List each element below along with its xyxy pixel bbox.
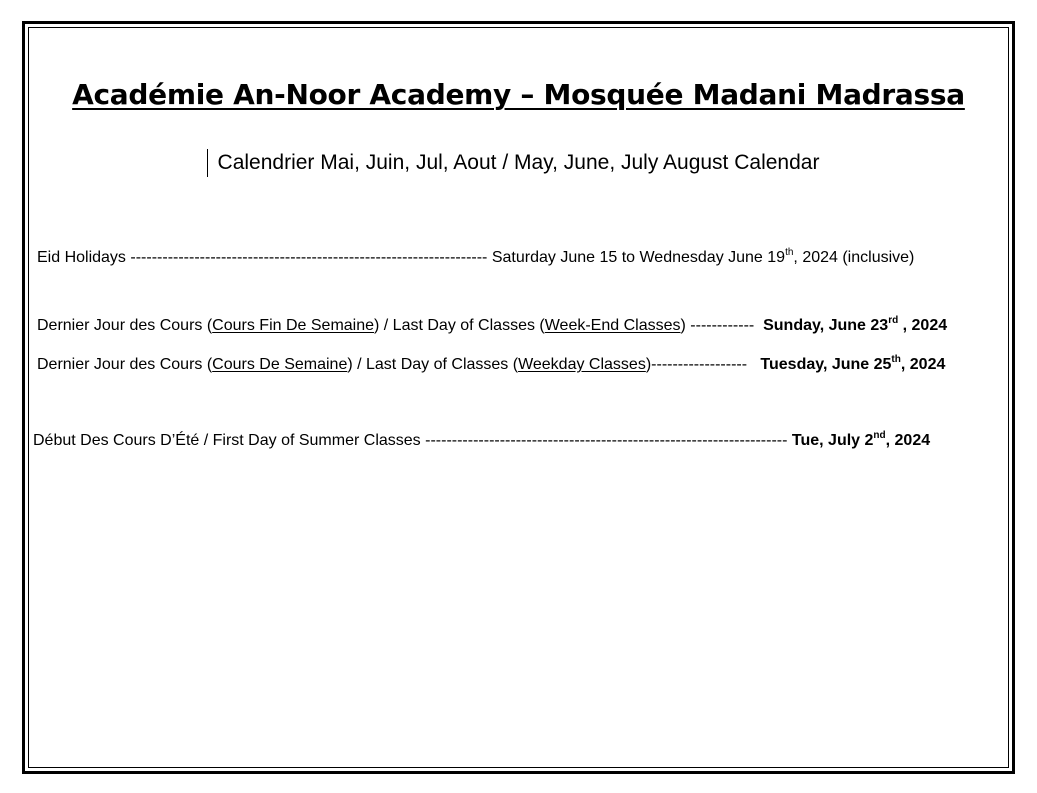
event-date: Sunday, June 23rd , 2024: [763, 315, 948, 334]
event-weekday-last-day: [37, 355, 945, 375]
event-date: Saturday June 15 to Wednesday June 19th, 2024 (inclusive): [491, 247, 915, 266]
leader-dashes: -------------------------------------------------------------------: [130, 249, 488, 266]
event-label: Début Des Cours D’Été / First Day of Summer Classes: [33, 432, 421, 449]
event-label: Dernier Jour des Cours (Cours Fin De Semaine) / Last Day of Classes (Week-End Classes): [37, 317, 686, 334]
event-label: Dernier Jour des Cours (Cours De Semaine) / Last Day of Classes (Weekday Classes): [37, 356, 652, 373]
leader-dashes: ------------: [690, 317, 755, 334]
document-subtitle: Calendrier Mai, Juin, Jul, Aout / May, June, July August Calendar: [217, 151, 820, 174]
event-summer-start: [33, 431, 930, 451]
page-border: [22, 21, 1015, 774]
event-eid-holidays: [37, 248, 914, 268]
event-label: Eid Holidays: [37, 249, 126, 266]
event-date: Tue, July 2nd, 2024: [791, 430, 931, 449]
document-title: Académie An-Noor Academy – Mosquée Madani Madrassa: [72, 78, 965, 111]
event-weekend-last-day: [37, 316, 947, 336]
leader-dashes: --------------------------------------------------------------------: [425, 432, 788, 449]
leader-dashes: ------------------: [651, 356, 748, 373]
page-border-inner: [28, 27, 1009, 768]
event-date: Tuesday, June 25th, 2024: [760, 354, 946, 373]
